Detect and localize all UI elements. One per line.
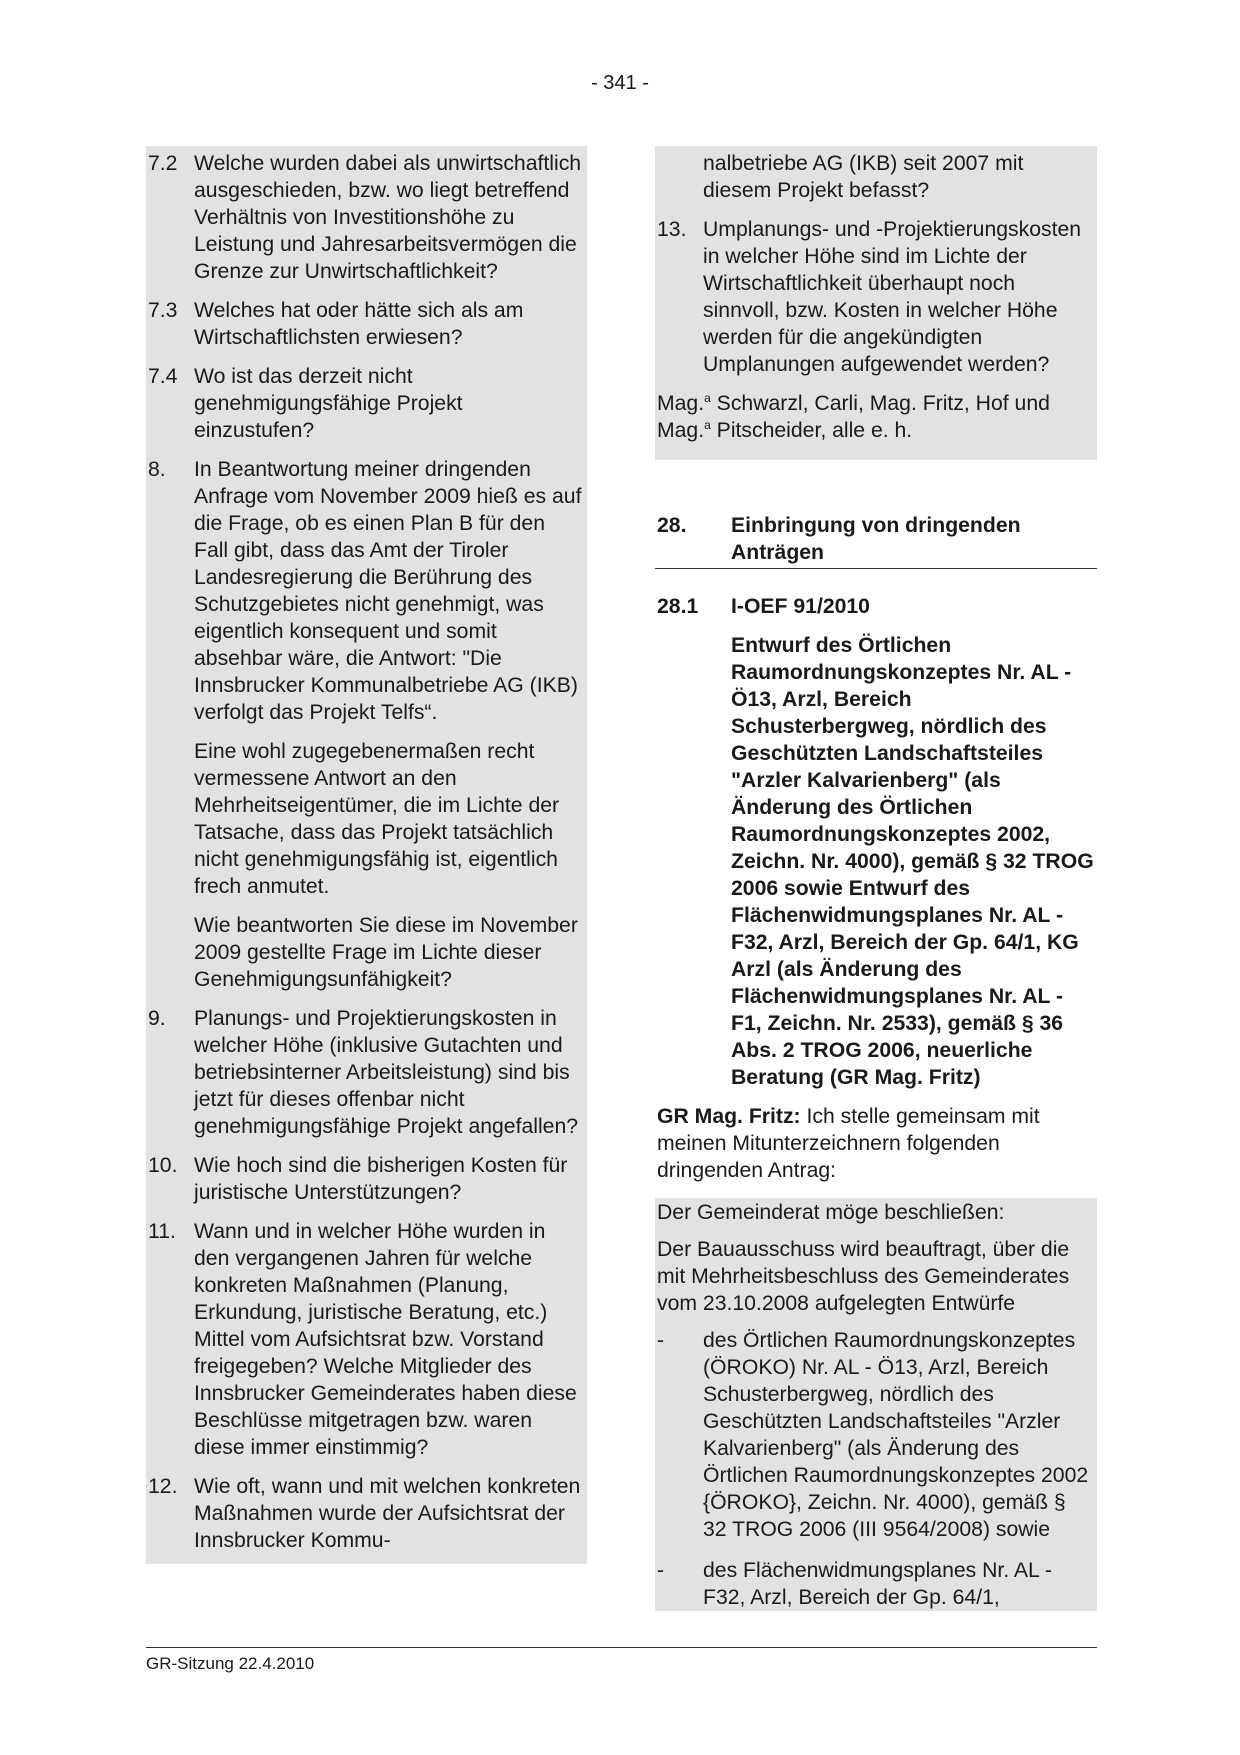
question-8-paragraph-2: Eine wohl zugegebenermaßen recht vermessene Antwort an den Mehrheitseigentümer, die im Lichte der Tatsache, dass das Projekt tatsächlich nicht genehmigungsfähig ist, eigentlich frech anmutet. <box>194 740 560 898</box>
item-number: 12. <box>148 1475 178 1498</box>
item-number: 11. <box>148 1220 176 1243</box>
questions-continued <box>655 146 1097 460</box>
motion-line-2: Der Bauausschuss wird beauftragt, über die mit Mehrheitsbeschluss des Gemeinderates vom 23.10.2008 aufgelegten Entwürfe <box>657 1238 1070 1315</box>
item-text: Planungs- und Projektierungskosten in welcher Höhe (inklusive Gutachten und betriebsinterner Arbeitsleistung) sind bis jetzt für dieses offenbar nicht genehmigungsfähige Projekt angefallen? <box>194 1007 579 1138</box>
motion-line-1: Der Gemeinderat möge beschließen: <box>657 1201 1005 1224</box>
signer-names: Schwarzl, Carli, Mag. Fritz, Hof und <box>710 392 1050 415</box>
question-12 <box>146 1473 587 1554</box>
item-text: In Beantwortung meiner dringenden Anfrage vom November 2009 hieß es auf die Frage, ob es einen Plan B für den Fall gibt, dass das Amt der Tiroler Landesregierung die Berührung des Schutzgebietes nicht genehmigt, was eigentlich konsequent und somit absehbar wäre, die Antwort: "Die Innsbrucker Kommunalbetriebe AG (IKB) verfolgt das Projekt Telfs“. <box>194 458 582 724</box>
title-mag: Mag. <box>657 392 705 415</box>
footer-divider <box>146 1647 1097 1648</box>
footer: GR-Sitzung 22.4.2010 <box>146 1654 315 1673</box>
title-mag: Mag. <box>657 419 705 442</box>
item-number: 7.2 <box>148 152 178 175</box>
question-8 <box>146 456 587 726</box>
dash-symbol: - <box>657 1329 665 1352</box>
question-12-continuation: nalbetriebe AG (IKB) seit 2007 mit diesem Projekt befasst? <box>703 152 1024 202</box>
bullet-text: des Örtlichen Raumordnungskonzeptes (ÖROKO) Nr. AL - Ö13, Arzl, Bereich Schusterbergweg, nördlich des Geschützten Landschaftsteiles "Arzler Kalvarienberg" (als Änderung des Örtlichen Raumordnungskonzeptes 2002 {ÖROKO}, Zeichn. Nr. 4000), gemäß § 32 TROG 2006 (III 9564/2008) sowie <box>703 1329 1089 1541</box>
question-7-3 <box>146 297 587 351</box>
item-number: 10. <box>148 1154 178 1177</box>
section-number: 28. <box>657 514 687 537</box>
motion-bullet-1 <box>655 1327 1097 1543</box>
item-number: 8. <box>148 458 166 481</box>
item-number: 9. <box>148 1007 166 1030</box>
question-11 <box>146 1218 587 1461</box>
subsection-title: Entwurf des Örtlichen Raumordnungskonzeptes Nr. AL - Ö13, Arzl, Bereich Schusterbergweg, nördlich des Geschützten Landschaftsteiles "Arzler Kalvarienberg" (als Änderung des Örtlichen Raumordnungskonzeptes 2002, Zeichn. Nr. 4000), gemäß § 32 TROG 2006 sowie Entwurf des Flächenwidmungsplanes Nr. AL - F32, Arzl, Bereich der Gp. 64/1, KG Arzl (als Änderung des Flächenwidmungsplanes Nr. AL - F1, Zeichn. Nr. 2533), gemäß § 36 Abs. 2 TROG 2006, neuerliche Beratung (GR Mag. Fritz) <box>731 634 1094 1089</box>
motion-block <box>655 1198 1097 1611</box>
bullet-text: des Flächenwidmungsplanes Nr. AL - F32, Arzl, Bereich der Gp. 64/1, <box>703 1559 1052 1609</box>
item-number: 7.4 <box>148 365 178 388</box>
dash-symbol: - <box>657 1559 665 1582</box>
speaker: GR Mag. Fritz: <box>657 1105 801 1128</box>
section-title: Einbringung von dringenden Anträgen <box>731 514 1021 564</box>
item-text: Wo ist das derzeit nicht genehmigungsfähige Projekt einzustufen? <box>194 365 463 442</box>
subsection-heading <box>655 593 1097 620</box>
signer-names: Pitscheider, alle e. h. <box>710 419 913 442</box>
item-text: Wann und in welcher Höhe wurden in den vergangenen Jahren für welche konkreten Maßnahmen (Planung, Erkundung, juristische Beratung, etc.) Mittel vom Aufsichtsrat bzw. Vorstand freigegeben? Welche Mitglieder des Innsbrucker Gemeinderates haben diese Beschlüsse mitgetragen bzw. waren diese immer einstimmig? <box>194 1220 577 1459</box>
section-heading <box>655 512 1097 569</box>
statement-text: Ich stelle gemeinsam mit meinen Mitunterzeichnern folgenden dringenden Antrag: <box>657 1105 1040 1182</box>
item-number: 13. <box>657 218 687 241</box>
item-text: Umplanungs- und -Projektierungskosten in welcher Höhe sind im Lichte der Wirtschaftlichkeit überhaupt noch sinnvoll, bzw. Kosten in welcher Höhe werden für die angekündigten Umplanungen aufgewendet werden? <box>703 218 1082 376</box>
question-10 <box>146 1152 587 1206</box>
question-7-4 <box>146 363 587 444</box>
item-text: Welches hat oder hätte sich als am Wirtschaftlichsten erwiesen? <box>194 299 524 349</box>
right-column <box>655 146 1097 1611</box>
superscript: a <box>704 418 711 432</box>
question-7-2 <box>146 150 587 285</box>
signatories <box>655 390 1097 444</box>
statement <box>655 1103 1097 1184</box>
item-text: Wie hoch sind die bisherigen Kosten für juristische Unterstützungen? <box>194 1154 568 1204</box>
item-text: Wie oft, wann und mit welchen konkreten Maßnahmen wurde der Aufsichtsrat der Innsbrucker Kommu- <box>194 1475 581 1552</box>
item-text: Welche wurden dabei als unwirtschaftlich ausgeschieden, bzw. wo liegt betreffend Verhältnis von Investitionshöhe zu Leistung und Jahresarbeitsvermögen die Grenze zur Unwirtschaftlichkeit? <box>194 152 582 283</box>
superscript: a <box>704 391 711 405</box>
item-number: 7.3 <box>148 299 178 322</box>
subsection-id: I-OEF 91/2010 <box>731 595 870 618</box>
left-column <box>146 146 587 1564</box>
page-number: - 341 - <box>591 72 649 94</box>
subsection-number: 28.1 <box>657 595 699 618</box>
question-8-paragraph-3: Wie beantworten Sie diese im November 2009 gestellte Frage im Lichte dieser Genehmigungsunfähigkeit? <box>194 914 578 991</box>
question-9 <box>146 1005 587 1140</box>
question-13 <box>655 216 1097 378</box>
motion-bullet-2 <box>655 1557 1097 1611</box>
